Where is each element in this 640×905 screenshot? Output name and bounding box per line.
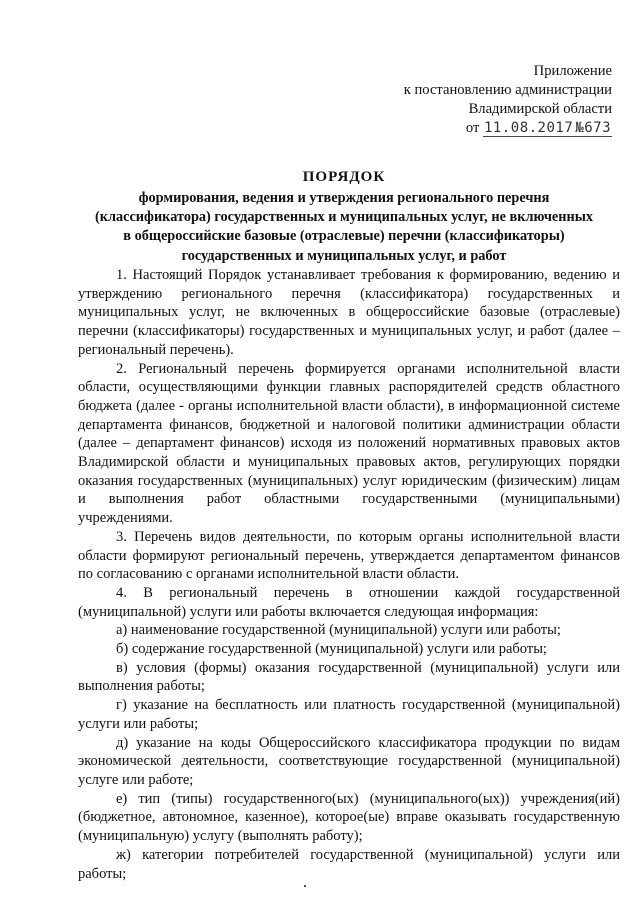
document-title-block [70, 168, 618, 266]
list-item-a: а) наименование государственной (муниципальной) услуги или работы; [116, 622, 561, 639]
paragraph-1: 1. Настоящий Порядок устанавливает требования к формированию, ведению и утверждению регионального перечня (классификатора) государственных и муниципальных услуг, не включенных в общероссийские базовые (отраслевые) перечни (классификаторы) государственных и муниципальных услуг, и работ (далее – региональный перечень). [78, 267, 620, 358]
paragraph-2: 2. Региональный перечень формируется органами исполнительной власти области, осуществляющими функции главных распорядителей средств областного бюджета (далее - органы исполнительной власти области), в информационной системе департамента финансов, бюджетной и налоговой политики администрации области (далее – департамент финансов) исходя из положений нормативных правовых актов Владимирской области и муниципальных правовых актов, регулирующих порядки оказания государственных (муниципальных) услуг юридическим (физическим) лицам и выполнения работ областными государственными (муниципальными) учреждениями. [78, 360, 620, 527]
appendix-date: 11.08.2017 [483, 120, 574, 136]
list-item-zh: ж) категории потребителей государственной (муниципальной) услуги или работы; [78, 846, 620, 882]
paragraph-3: 3. Перечень видов деятельности, по которым органы исполнительной власти области формируют региональный перечень, утверждается департаментом финансов по согласованию с органами исполнительной власти области. [78, 528, 620, 583]
appendix-date-prefix: от [465, 120, 480, 136]
appendix-date-line [372, 119, 612, 138]
subtitle-line: формирования, ведения и утверждения регионального перечня [138, 190, 550, 206]
list-item-g: г) указание на бесплатность или платность государственной (муниципальной) услуги или работы; [78, 697, 620, 732]
document-body [78, 266, 620, 883]
subtitle-line: государственных и муниципальных услуг, и работ [181, 247, 507, 264]
appendix-number: №673 [575, 120, 611, 136]
appendix-header [372, 62, 612, 138]
list-item-b: б) содержание государственной (муниципальной) услуги или работы; [116, 641, 547, 658]
appendix-label: Приложение [533, 63, 612, 79]
subtitle-line: в общероссийские базовые (отраслевые) перечни (классификаторы) [123, 228, 565, 245]
list-item-d: д) указание на коды Общероссийского классификатора продукции по видам экономической деятельности, соответствующие государственной (муниципальной) услуге или работе; [78, 734, 620, 788]
list-item-v: в) условия (формы) оказания государственной (муниципальной) услуги или выполнения работы; [78, 659, 620, 695]
appendix-decree: к постановлению администрации [403, 82, 612, 98]
page-mark [304, 885, 306, 887]
appendix-region: Владимирской области [468, 101, 612, 117]
subtitle-line: (классификатора) государственных и муниципальных услуг, не включенных [94, 209, 594, 226]
document-title: ПОРЯДОК [302, 169, 386, 185]
paragraph-4: 4. В региональный перечень в отношении каждой государственной (муниципальной) услуги или работы включается следующая информация: [78, 584, 620, 620]
list-item-e: е) тип (типы) государственного(ых) (муниципального(ых)) учреждения(ий) (бюджетное, автономное, казенное), которое(ые) вправе оказывать государственную (муниципальную) услугу (выполнять работу); [78, 790, 620, 845]
document-subtitle [70, 189, 618, 266]
